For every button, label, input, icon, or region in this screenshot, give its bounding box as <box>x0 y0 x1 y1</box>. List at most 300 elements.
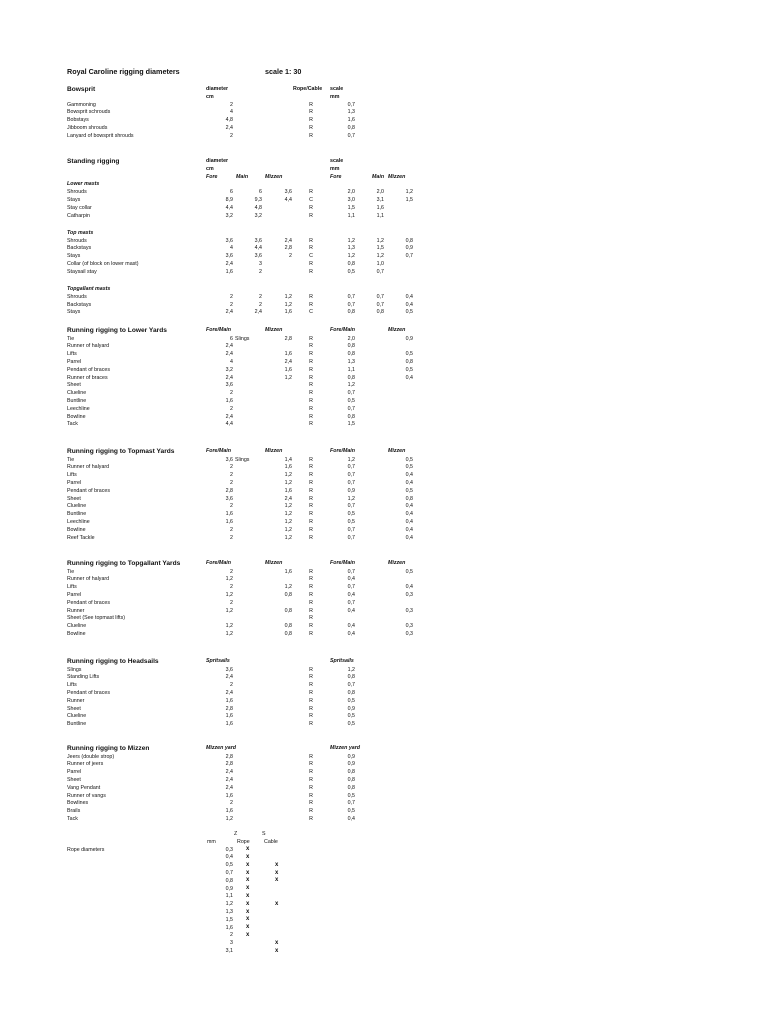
row-label: Tie <box>67 335 75 342</box>
cell-sc: 0,4 <box>405 503 413 510</box>
cell-c: 2,8 <box>284 335 292 342</box>
cell-c: 1,2 <box>284 503 292 510</box>
cell-c: 0,8 <box>284 623 292 630</box>
cell-rc: R <box>309 584 313 591</box>
cell-b: 6 <box>259 189 262 196</box>
row-label: Parrel <box>67 358 82 365</box>
cell-a: 4 <box>230 245 233 252</box>
cell-sa: 0,7 <box>347 526 355 533</box>
cell-a: 2 <box>230 568 233 575</box>
cell-sa: 0,7 <box>347 472 355 479</box>
cell-a: 2 <box>230 405 233 412</box>
cell-a: 4,4 <box>225 204 233 211</box>
cell-rc: R <box>309 808 313 815</box>
cell-c: 2,8 <box>284 245 292 252</box>
rope-mark: x <box>246 877 250 884</box>
cell-a: 3,2 <box>225 212 233 219</box>
cell-a: 2,4 <box>225 343 233 350</box>
cell-rc: C <box>309 197 313 203</box>
cell-c: 1,2 <box>284 511 292 518</box>
group-subheading: Topgallant masts <box>67 285 111 292</box>
rope-mm: 1,5 <box>225 916 233 923</box>
cell-rc: R <box>309 472 313 479</box>
cell-sc: 0,7 <box>405 253 413 260</box>
cell-c: 1,2 <box>284 518 292 525</box>
column-header: Spritsails <box>330 658 354 664</box>
rope-mark: x <box>246 869 250 876</box>
cell-rc: R <box>309 576 313 583</box>
cell-sb: 0,7 <box>376 293 384 300</box>
cell-b: 2 <box>259 301 262 308</box>
document-title: Royal Caroline rigging diameters <box>67 67 180 76</box>
cell-sa: 0,7 <box>347 132 355 139</box>
column-header: Fore <box>206 173 218 180</box>
cell-rc: R <box>309 666 313 673</box>
cell-rc: R <box>309 623 313 630</box>
row-label: Bowline <box>67 526 86 533</box>
column-header: diameter <box>206 86 229 92</box>
rope-mm: 0,3 <box>225 846 233 853</box>
cell-rc: R <box>309 132 313 139</box>
column-header: diameter <box>206 158 229 164</box>
cell-sc: 0,5 <box>405 487 413 494</box>
column-header: Mizzen <box>388 173 406 180</box>
column-header: Mizzen <box>388 560 406 566</box>
cell-a: 1,2 <box>225 591 233 598</box>
cell-c: 2 <box>289 253 292 260</box>
cell-a: 2 <box>230 800 233 807</box>
column-header: Mizzen yard <box>330 745 361 751</box>
row-label: Buntline <box>67 721 87 728</box>
row-label: Lifts <box>67 682 77 689</box>
row-label: Sheet (See topmast lifts) <box>67 615 125 622</box>
row-label: Pendant of braces <box>67 689 110 696</box>
rope-mark: x <box>246 931 250 938</box>
cell-sa: 0,8 <box>347 374 355 381</box>
row-label: Bowline <box>67 630 86 637</box>
cell-sc: 0,5 <box>405 456 413 463</box>
cell-rc: R <box>309 366 313 373</box>
cell-sb: 1,2 <box>376 237 384 244</box>
cell-sa: 0,7 <box>347 101 355 108</box>
cell-sa: 0,7 <box>347 479 355 486</box>
section-heading: Bowsprit <box>67 86 96 93</box>
cell-rc: R <box>309 800 313 807</box>
cell-a: 1,6 <box>225 792 233 799</box>
cell-b: 2 <box>259 268 262 275</box>
row-label: Runner of halyard <box>67 464 110 471</box>
cell-c: 1,2 <box>284 293 292 300</box>
cell-c: 1,2 <box>284 584 292 591</box>
cell-a: 4,4 <box>225 421 233 428</box>
cell-sc: 0,9 <box>405 335 413 342</box>
row-label: Stay collar <box>67 204 92 211</box>
row-label: Runner of braces <box>67 374 108 381</box>
cell-sa: 0,8 <box>347 674 355 681</box>
cell-b: 4,4 <box>254 245 262 252</box>
cell-rc: R <box>309 568 313 575</box>
cell-rc: R <box>309 607 313 614</box>
cell-rc: R <box>309 245 313 252</box>
cell-rc: R <box>309 204 313 211</box>
cell-a: 3,6 <box>225 456 233 463</box>
cell-a: 2 <box>230 534 233 541</box>
cell-rc: R <box>309 343 313 350</box>
section-heading: Running rigging to Lower Yards <box>67 327 167 334</box>
column-header: Main <box>372 173 385 180</box>
cell-sc: 0,5 <box>405 464 413 471</box>
rope-mm: 3,1 <box>225 948 233 954</box>
cell-rc: R <box>309 479 313 486</box>
cell-sa: 0,5 <box>347 518 355 525</box>
rope-mark: x <box>246 892 250 899</box>
cell-c: 2,4 <box>284 358 292 365</box>
cell-sb: 3,1 <box>376 197 384 203</box>
section-heading: Running rigging to Headsails <box>67 658 159 665</box>
s-label: S <box>262 831 266 837</box>
cell-sc: 0,5 <box>405 366 413 373</box>
z-label: Z <box>234 831 238 837</box>
cell-sa: 1,2 <box>347 456 355 463</box>
cable-mark: x <box>275 869 279 876</box>
cell-c: 1,2 <box>284 301 292 308</box>
row-label: Backstays <box>67 301 92 308</box>
cell-b: 3,2 <box>254 212 262 219</box>
row-label: Shrouds <box>67 237 87 244</box>
section-heading: Running rigging to Topmast Yards <box>67 448 175 455</box>
rope-mm: 0,9 <box>225 885 233 892</box>
cell-sb: 1,1 <box>376 212 384 219</box>
row-label: Parrel <box>67 591 82 598</box>
cell-sa: 0,8 <box>347 413 355 420</box>
cell-sa: 0,5 <box>347 397 355 404</box>
cell-a: 2,8 <box>225 705 233 712</box>
column-header: cm <box>206 165 214 172</box>
cell-rc: R <box>309 109 313 116</box>
row-label: Sheet <box>67 705 81 712</box>
rope-mm: 0,8 <box>225 877 233 884</box>
cell-c: 1,6 <box>284 487 292 494</box>
row-label: Buntline <box>67 397 87 404</box>
cell-sc: 0,8 <box>405 495 413 502</box>
cell-c: 0,8 <box>284 591 292 598</box>
cell-sa: 0,4 <box>347 623 355 630</box>
row-label: Backstays <box>67 245 92 252</box>
cell-rc: R <box>309 382 313 389</box>
row-label: Bobstays <box>67 117 89 124</box>
cell-sa: 0,5 <box>347 713 355 720</box>
cell-sc: 0,3 <box>405 591 413 598</box>
column-header: Mizzen <box>265 173 283 180</box>
column-header: Fore/Main <box>330 448 356 454</box>
row-label: Collar (of block on lower mast) <box>67 260 139 267</box>
cell-a: 6 <box>230 189 233 196</box>
cell-rc: R <box>309 397 313 404</box>
cell-a: 2 <box>230 301 233 308</box>
cell-rc: R <box>309 405 313 412</box>
cell-rc: R <box>309 534 313 541</box>
cell-rc: R <box>309 358 313 365</box>
cell-sc: 0,9 <box>405 245 413 252</box>
group-subheading: Top masts <box>67 229 94 236</box>
rope-mm: 0,4 <box>225 854 233 861</box>
row-label: Slings <box>67 666 82 673</box>
rope-mm: 3 <box>230 940 233 947</box>
cell-rc: R <box>309 713 313 720</box>
rope-mm: 1,1 <box>225 893 233 900</box>
cell-a: 2 <box>230 682 233 689</box>
row-label: Runner <box>67 607 85 614</box>
cable-mark: x <box>275 900 279 907</box>
cell-sa: 1,2 <box>347 382 355 389</box>
rope-mark: x <box>246 900 250 907</box>
rope-mm: 0,7 <box>225 870 233 876</box>
row-label: Vang Pendant <box>67 784 101 791</box>
cell-sa: 2,0 <box>347 189 355 196</box>
cell-c: 1,2 <box>284 479 292 486</box>
cell-sc: 0,8 <box>405 237 413 244</box>
column-header: Main <box>236 173 249 180</box>
row-label: Runner of halyard <box>67 343 110 350</box>
row-label: Stays <box>67 309 81 316</box>
cell-rc: R <box>309 784 313 791</box>
cell-c: 1,6 <box>284 464 292 471</box>
cell-a: 3,2 <box>225 366 233 373</box>
cell-sa: 0,8 <box>347 776 355 783</box>
column-header: scale <box>330 158 344 164</box>
rope-mark: x <box>246 861 250 868</box>
cell-rc: R <box>309 487 313 494</box>
cell-sa: 0,7 <box>347 390 355 397</box>
cable-mark: x <box>275 947 279 954</box>
row-label: Shrouds <box>67 293 87 300</box>
cell-sc: 0,5 <box>405 568 413 575</box>
row-label: Bowline <box>67 413 86 420</box>
cell-sa: 0,7 <box>347 534 355 541</box>
cell-sa: 0,9 <box>347 761 355 768</box>
row-label: Standing Lifts <box>67 674 100 681</box>
cell-sa: 0,5 <box>347 808 355 815</box>
cell-sa: 0,7 <box>347 599 355 606</box>
row-label: Sheet <box>67 382 81 389</box>
cell-sa: 0,7 <box>347 682 355 689</box>
cell-rc: R <box>309 599 313 606</box>
row-label: Leechline <box>67 405 90 412</box>
cell-rc: R <box>309 260 313 267</box>
cell-rc: R <box>309 237 313 244</box>
rope-mark: x <box>246 908 250 915</box>
column-header: Fore <box>330 173 342 180</box>
cell-rc: R <box>309 753 313 760</box>
cell-sa: 1,3 <box>347 245 355 252</box>
cell-sa: 0,5 <box>347 268 355 275</box>
cell-sb: 0,7 <box>376 301 384 308</box>
cell-a: 2,4 <box>225 260 233 267</box>
cell-sc: 0,4 <box>405 293 413 300</box>
row-label: Clueline <box>67 713 87 720</box>
cell-sc: 0,5 <box>405 351 413 358</box>
cell-sa: 0,8 <box>347 343 355 350</box>
cell-c: 2,4 <box>284 237 292 244</box>
cell-a: 2 <box>230 599 233 606</box>
rope-mark: x <box>246 853 250 860</box>
cell-rc: R <box>309 456 313 463</box>
cell-note: Slings <box>235 335 250 342</box>
column-header: Fore/Main <box>206 560 232 566</box>
cell-sa: 0,5 <box>347 721 355 728</box>
cell-sa: 0,4 <box>347 607 355 614</box>
cell-a: 2 <box>230 479 233 486</box>
cell-sa: 1,6 <box>347 117 355 124</box>
cell-c: 1,4 <box>284 456 292 463</box>
cell-sa: 0,8 <box>347 769 355 776</box>
section-heading: Running rigging to Topgallant Yards <box>67 560 181 567</box>
cell-sa: 2,0 <box>347 335 355 342</box>
cell-c: 4,4 <box>284 197 292 203</box>
cell-sa: 0,9 <box>347 487 355 494</box>
column-header: Mizzen <box>265 327 283 333</box>
cell-sb: 1,6 <box>376 204 384 211</box>
group-subheading: Lower masts <box>67 181 100 188</box>
cell-rc: R <box>309 615 313 622</box>
cell-sa: 0,7 <box>347 800 355 807</box>
cell-b: 4,8 <box>254 204 262 211</box>
cell-sb: 2,0 <box>376 189 384 196</box>
cell-rc: R <box>309 351 313 358</box>
cell-a: 4 <box>230 358 233 365</box>
cell-sc: 0,4 <box>405 534 413 541</box>
cell-sa: 0,7 <box>347 405 355 412</box>
column-header: Mizzen <box>265 560 283 566</box>
cell-rc: R <box>309 721 313 728</box>
cell-sb: 1,0 <box>376 260 384 267</box>
cell-sc: 0,4 <box>405 472 413 479</box>
cell-sc: 0,4 <box>405 584 413 591</box>
cell-c: 3,6 <box>284 189 292 196</box>
cell-sa: 1,5 <box>347 421 355 428</box>
cell-a: 2 <box>230 390 233 397</box>
cell-sa: 1,2 <box>347 253 355 260</box>
cell-sc: 0,3 <box>405 623 413 630</box>
row-label: Jibboom shrouds <box>67 125 108 131</box>
cell-sc: 0,3 <box>405 607 413 614</box>
row-label: Tie <box>67 568 75 575</box>
cell-a: 2 <box>230 584 233 591</box>
cell-sa: 0,8 <box>347 260 355 267</box>
cell-a: 2,4 <box>225 689 233 696</box>
cell-a: 2,4 <box>225 769 233 776</box>
rope-mm: 1,3 <box>225 909 233 915</box>
cell-sa: 1,2 <box>347 237 355 244</box>
cell-sa: 1,3 <box>347 358 355 365</box>
row-label: Runner of vangs <box>67 792 106 799</box>
row-label: Lifts <box>67 472 77 479</box>
cell-rc: R <box>309 526 313 533</box>
cell-sc: 0,4 <box>405 301 413 308</box>
cell-sa: 0,8 <box>347 125 355 131</box>
cell-a: 2 <box>230 293 233 300</box>
row-label: Clueline <box>67 623 87 630</box>
cell-a: 2,4 <box>225 351 233 358</box>
cell-b: 3,6 <box>254 237 262 244</box>
cell-a: 2 <box>230 503 233 510</box>
row-label: Tack <box>67 421 78 428</box>
cell-c: 1,6 <box>284 366 292 373</box>
cell-c: 0,8 <box>284 630 292 637</box>
cell-rc: R <box>309 189 313 196</box>
cell-a: 3,6 <box>225 382 233 389</box>
cell-a: 1,6 <box>225 713 233 720</box>
row-label: Bowsprit schrouds <box>67 109 111 116</box>
cell-sa: 1,3 <box>347 109 355 116</box>
row-label: Pendant of braces <box>67 487 110 494</box>
column-header: Mizzen <box>388 327 406 333</box>
cell-a: 1,2 <box>225 630 233 637</box>
cell-a: 1,6 <box>225 268 233 275</box>
row-label: Parrel <box>67 769 82 776</box>
cable-mark: x <box>275 939 279 946</box>
cell-rc: R <box>309 776 313 783</box>
row-label: Lifts <box>67 351 77 358</box>
cell-sc: 1,2 <box>405 189 413 196</box>
cell-rc: R <box>309 390 313 397</box>
cell-a: 2 <box>230 464 233 471</box>
cell-sa: 0,7 <box>347 464 355 471</box>
cell-sb: 0,8 <box>376 309 384 316</box>
rope-label: Rope <box>237 838 250 845</box>
row-label: Sheet <box>67 495 81 502</box>
cell-rc: R <box>309 630 313 637</box>
cell-rc: R <box>309 591 313 598</box>
cell-a: 2,4 <box>225 374 233 381</box>
column-header: Fore/Main <box>330 327 356 333</box>
row-label: Clueline <box>67 390 87 397</box>
cell-a: 1,6 <box>225 511 233 518</box>
cell-a: 1,6 <box>225 397 233 404</box>
cell-rc: R <box>309 511 313 518</box>
cell-a: 2,4 <box>225 413 233 420</box>
row-label: Parrel <box>67 479 82 486</box>
row-label: Stays <box>67 253 81 260</box>
cell-rc: R <box>309 503 313 510</box>
cell-sa: 0,8 <box>347 689 355 696</box>
row-label: Stays <box>67 197 81 203</box>
cable-label: Cable <box>264 838 278 845</box>
cell-rc: R <box>309 464 313 471</box>
cell-rc: R <box>309 125 313 131</box>
column-header: Rope/Cable <box>293 86 323 92</box>
cell-sb: 1,2 <box>376 253 384 260</box>
cell-a: 1,2 <box>225 815 233 822</box>
cell-a: 2,4 <box>225 309 233 316</box>
cell-sa: 3,0 <box>347 197 355 203</box>
cable-mark: x <box>275 861 279 868</box>
cell-a: 2,4 <box>225 125 233 131</box>
row-label: Brails <box>67 808 81 815</box>
cell-sc: 0,5 <box>405 309 413 316</box>
cell-a: 2 <box>230 132 233 139</box>
cell-a: 1,6 <box>225 518 233 525</box>
cell-a: 2,4 <box>225 674 233 681</box>
cell-c: 1,2 <box>284 472 292 479</box>
row-label: Lanyard of bowsprit shrouds <box>67 132 134 139</box>
cell-sa: 0,8 <box>347 309 355 316</box>
cell-c: 1,2 <box>284 374 292 381</box>
cell-sa: 0,4 <box>347 815 355 822</box>
row-label: Buntline <box>67 511 87 518</box>
column-header: mm <box>330 165 340 172</box>
row-label: Staysail stay <box>67 268 97 275</box>
